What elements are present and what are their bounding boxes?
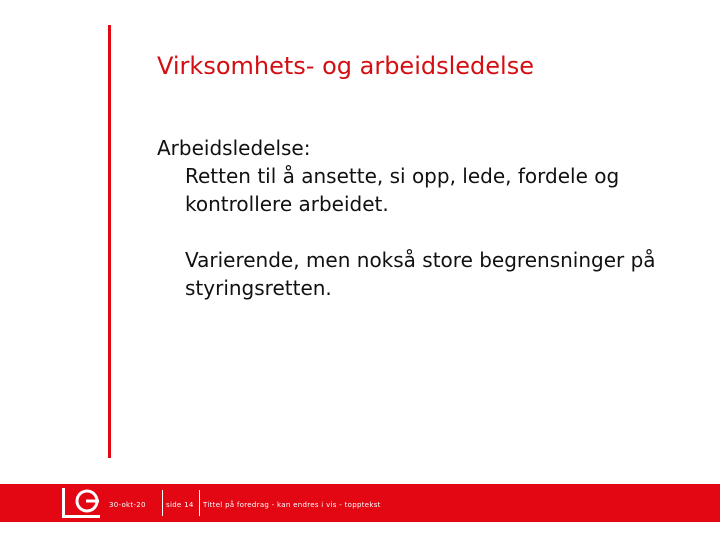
slide-content xyxy=(157,134,665,302)
slide-title: Virksomhets- og arbeidsledelse xyxy=(157,52,534,80)
accent-vertical-line xyxy=(108,25,111,458)
content-heading: Arbeidsledelse: xyxy=(157,136,311,160)
footer-page-number: side 14 xyxy=(166,501,194,509)
footer-date: 30-okt-20 xyxy=(109,501,146,509)
footer-title: Tittel på foredrag - kan endres i vis - topptekst xyxy=(203,501,381,509)
footer-divider xyxy=(199,490,200,516)
content-paragraph-2: Varierende, men nokså store begrensninger på styringsretten. xyxy=(185,248,656,300)
lo-logo-icon xyxy=(60,484,104,522)
content-paragraph-1: Retten til å ansette, si opp, lede, fordele og kontrollere arbeidet. xyxy=(185,164,620,216)
footer-divider xyxy=(162,490,163,516)
